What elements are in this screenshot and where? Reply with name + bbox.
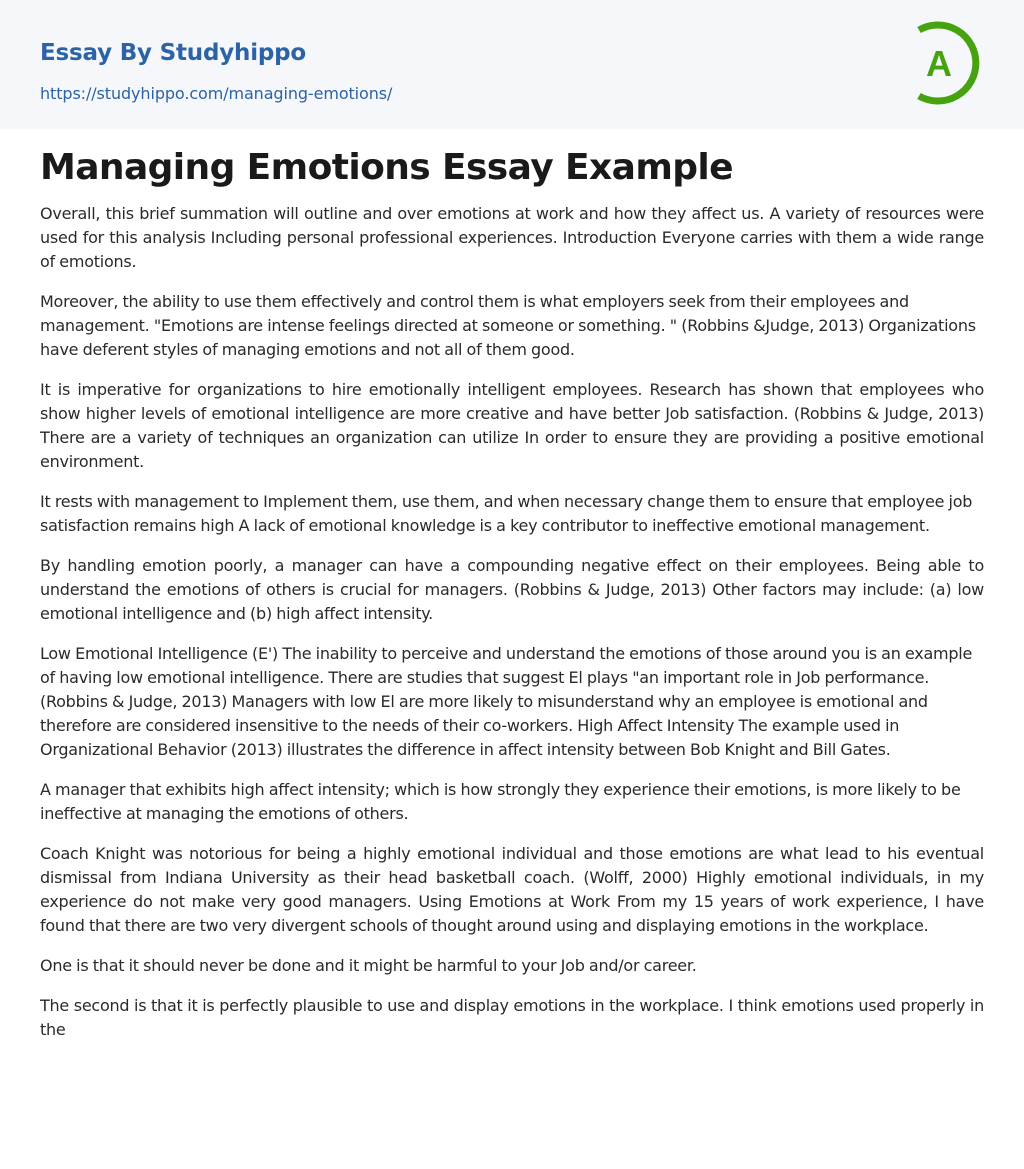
essay-paragraph: Low Emotional Intelligence (E') The inability to perceive and understand the emotions of those around you is an example of having low emotional intelligence. There are studies that suggest El plays "an important role in Job performance. (Robbins & Judge, 2013) Managers with low El are more likely to misunderstand why an employee is emotional and therefore are considered insensitive to the needs of their co-workers. High Affect Intensity The example used in Organizational Behavior (2013) illustrates the difference in affect intensity between Bob Knight and Bill Gates. bbox=[40, 644, 973, 759]
essay-content bbox=[0, 146, 1024, 1042]
essay-body bbox=[40, 202, 984, 1042]
page-title: Managing Emotions Essay Example bbox=[40, 147, 733, 188]
essay-paragraph: By handling emotion poorly, a manager can have a compounding negative effect on their employees. Being able to understand the emotions of others is crucial for managers. (Robbins & Judge, 2013) Other factors may include: (a) low emotional intelligence and (b) high affect intensity. bbox=[40, 556, 984, 623]
essay-paragraph: Moreover, the ability to use them effectively and control them is what employers seek from their employees and management. "Emotions are intense feelings directed at someone or something. " (Robbins &Judge, 2013) Organizations have deferent styles of managing emotions and not all of them good. bbox=[40, 292, 976, 359]
essay-paragraph: The second is that it is perfectly plausible to use and display emotions in the workplace. I think emotions used properly in the bbox=[40, 996, 984, 1039]
logo-letter: A bbox=[926, 43, 952, 84]
studyhippo-a-logo-icon[interactable] bbox=[910, 18, 990, 108]
site-header bbox=[0, 0, 1024, 129]
essay-paragraph: A manager that exhibits high affect intensity; which is how strongly they experience their emotions, is more likely to be ineffective at managing the emotions of others. bbox=[40, 780, 961, 823]
essay-paragraph: Overall, this brief summation will outline and over emotions at work and how they affect us. A variety of resources were used for this analysis Including personal professional experiences. Introduction Everyone carries with them a wide range of emotions. bbox=[40, 204, 984, 271]
brand-title: Essay By Studyhippo bbox=[40, 40, 307, 66]
essay-paragraph: Coach Knight was notorious for being a highly emotional individual and those emotions are what lead to his eventual dismissal from Indiana University as their head basketball coach. (Wolff, 2000) Highly emotional individuals, in my experience do not make very good managers. Using Emotions at Work From my 15 years of work experience, I have found that there are two very divergent schools of thought around using and displaying emotions in the workplace. bbox=[40, 844, 984, 935]
essay-paragraph: It rests with management to Implement them, use them, and when necessary change them to ensure that employee job satisfaction remains high A lack of emotional knowledge is a key contributor to ineffective emotional management. bbox=[40, 492, 973, 535]
essay-paragraph: It is imperative for organizations to hire emotionally intelligent employees. Research has shown that employees who show higher levels of emotional intelligence are more creative and have better Job satisfaction. (Robbins & Judge, 2013) There are a variety of techniques an organization can utilize In order to ensure they are providing a positive emotional environment. bbox=[40, 380, 984, 471]
essay-url-link[interactable]: https://studyhippo.com/managing-emotions/ bbox=[40, 84, 393, 103]
essay-paragraph: One is that it should never be done and it might be harmful to your Job and/or career. bbox=[40, 956, 697, 975]
